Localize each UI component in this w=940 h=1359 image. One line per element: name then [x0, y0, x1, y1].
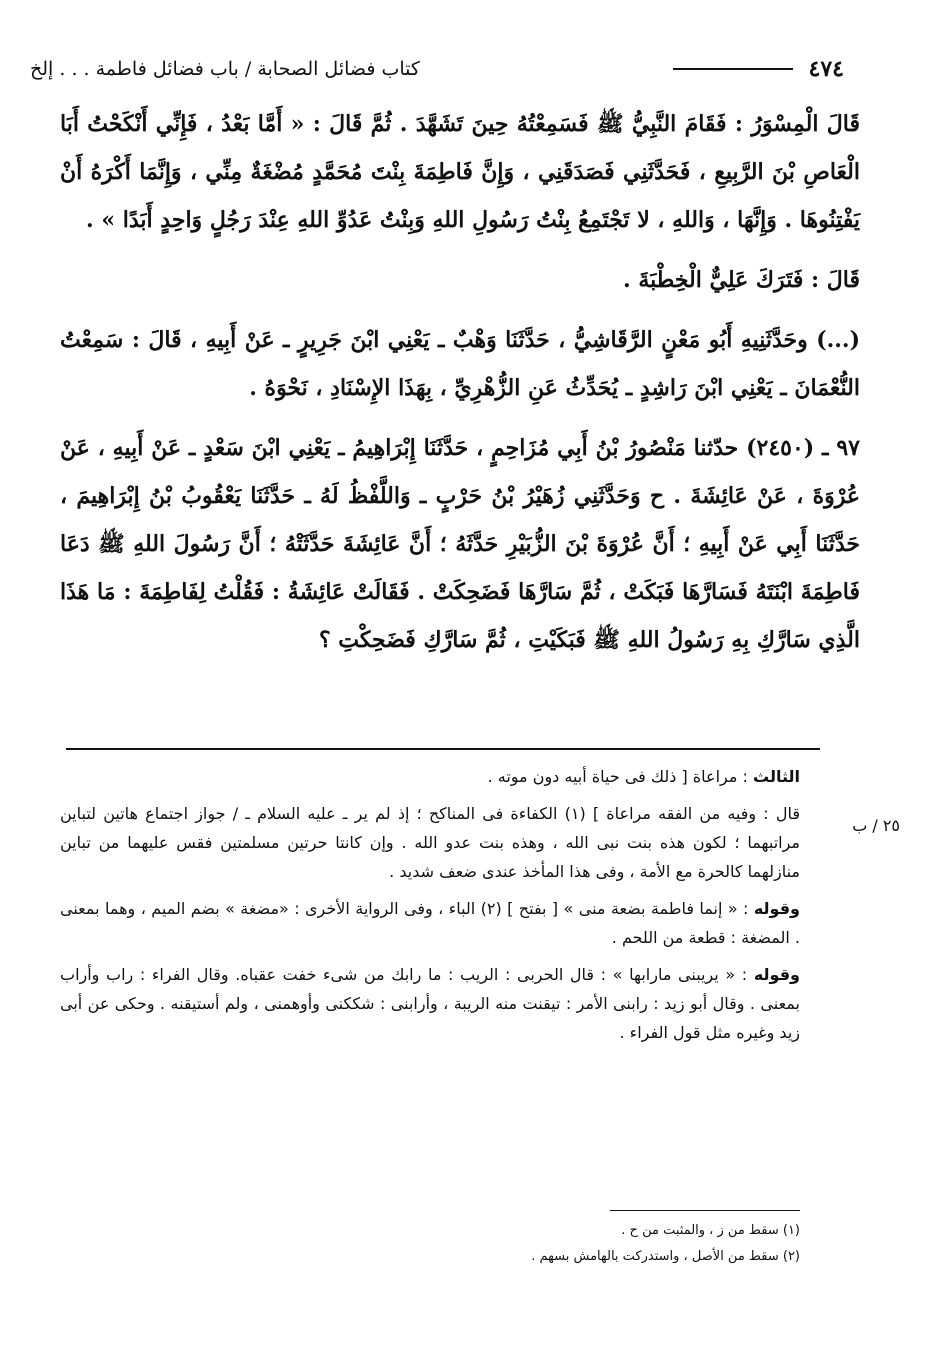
commentary-text-1: : مراعاة [ ذلك فى حياة أبيه دون موته .: [487, 767, 748, 786]
footnote-divider: [610, 1210, 800, 1211]
running-header: [30, 52, 844, 86]
commentary-label-3: وقوله: [753, 899, 800, 918]
commentary-paragraph-1: [60, 762, 800, 791]
manuscript-folio-note: ٢٥ / ب: [852, 816, 900, 835]
commentary-label-1: الثالث: [753, 767, 800, 786]
commentary-paragraph-2: قال : وفيه من الفقه مراعاة ] (١) الكفاءة فى المناكح ؛ إذ لم ير ـ عليه السلام ـ / جواز اجتماع هاتين لتباين مراتبهما ؛ لكون هذه بنت نبى الله ، وهذه بنت عدو الله . وإن كانتا حرتين مسلمتين فقس عليهما من تباين منازلهما كالحرة مع الأمة ، وفى هذا المأخذ عندى ضعف شديد .: [60, 804, 800, 881]
commentary-paragraph-3: [60, 894, 800, 952]
hadith-paragraph-4: ٩٧ ـ (٢٤٥٠) حدّثنا مَنْصُورُ بْنُ أَبِي مُزَاحِمٍ ، حَدَّثَنَا إِبْرَاهِيمُ ـ يَعْنِي ابْنَ سَعْدٍ ـ عَنْ أَبِيهِ ، عَنْ عُرْوَةَ ، عَنْ عَائِشَةَ . ح وَحَدَّثَنِي زُهَيْرُ بْنُ حَرْبٍ ـ وَاللَّفْظُ لَهُ ـ حَدَّثَنَا يَعْقُوبُ بْنُ إِبْرَاهِيمَ ، حَدَّثَنَا أَبِي عَنْ أَبِيهِ ؛ أَنَّ عُرْوَةَ بْنَ الزُّبَيْرِ حَدَّثَهُ ؛ أَنَّ عَائِشَةَ حَدَّثَتْهُ ؛ أَنَّ رَسُولَ اللهِ ﷺ دَعَا فَاطِمَةَ ابْنَتَهُ فَسَارَّهَا فَبَكَتْ ، ثُمَّ سَارَّهَا فَضَحِكَتْ . فَقَالَتْ عَائِشَةُ : فَقُلْتُ لِفَاطِمَةَ : مَا هَذَا الَّذِي سَارَّكِ بِهِ رَسُولُ اللهِ ﷺ فَبَكَيْتِ ، ثُمَّ سَارَّكِ فَضَحِكْتِ ؟: [60, 435, 860, 653]
commentary-paragraph-4: [60, 960, 800, 1047]
commentary-text-3: : « إنما فاطمة بضعة منى » [ بفتح ] (٢) الباء ، وفى الرواية الأخرى : «مضغة » بضم الميم ، وهما بمعنى . المضغة : قطعة من اللحم .: [60, 899, 800, 947]
commentary-text-4: : « يريبنى مارابها » : قال الحربى : الريب : ما رابك من شىء خفت عقباه. وقال الفراء : راب وأراب بمعنى . وقال أبو زيد : رابنى الأمر : تيقنت منه الريبة ، وأرابنى : شككنى وأوهمنى ، ولم أستيقنه . وحكى عن أبى زيد وغيره مثل قول الفراء .: [60, 965, 800, 1042]
hadith-paragraph-1: قَالَ الْمِسْوَرُ : فَقَامَ النَّبِيُّ ﷺ فَسَمِعْتُهُ حِينَ تَشَهَّدَ . ثُمَّ قَالَ : « أَمَّا بَعْدُ ، فَإِنِّي أَنْكَحْتُ أَبَا الْعَاصِ بْنَ الرَّبِيعِ ، فَحَدَّثَنِي فَصَدَقَنِي ، وَإِنَّ فَاطِمَةَ بِنْتَ مُحَمَّدٍ مُضْغَةٌ مِنِّي ، وَإِنَّمَا أَكْرَهُ أَنْ يَفْتِنُوهَا . وَإِنَّهَا ، وَاللهِ ، لا تَجْتَمِعُ بِنْتُ رَسُولِ اللهِ وَبِنْتُ عَدُوِّ اللهِ عِنْدَ رَجُلٍ وَاحِدٍ أَبَدًا » .: [60, 111, 860, 233]
footnote-1: (١) سقط من ز ، والمثبت من ح .: [621, 1223, 800, 1238]
page-number: ٤٧٤: [808, 56, 844, 82]
hadith-paragraph-2: قَالَ : فَتَرَكَ عَلِيٌّ الْخِطْبَةَ .: [623, 267, 860, 293]
commentary-label-4: وقوله: [753, 965, 800, 984]
running-title: كتاب فضائل الصحابة / باب فضائل فاطمة . . . إلخ: [30, 58, 420, 80]
footnote-2: (٢) سقط من الأصل ، واستدركت بالهامش بسهم .: [531, 1249, 800, 1264]
footnotes: [300, 1218, 800, 1270]
hadith-paragraph-3: (...) وحَدَّثَنِيهِ أَبُو مَعْنٍ الرَّقَاشِيُّ ، حَدَّثَنَا وَهْبٌ ـ يَعْنِي ابْنَ جَرِيرٍ ـ عَنْ أَبِيهِ ، قَالَ : سَمِعْتُ النُّعْمَانَ ـ يَعْنِي ابْنَ رَاشِدٍ ـ يُحَدِّثُ عَنِ الزُّهْرِيِّ ، بِهَذَا الإِسْنَادِ ، نَحْوَهُ .: [60, 327, 860, 401]
header-rule: [673, 68, 793, 70]
text-commentary-divider: [66, 748, 820, 750]
hadith-text: [60, 100, 860, 676]
commentary-block: [60, 762, 800, 1055]
